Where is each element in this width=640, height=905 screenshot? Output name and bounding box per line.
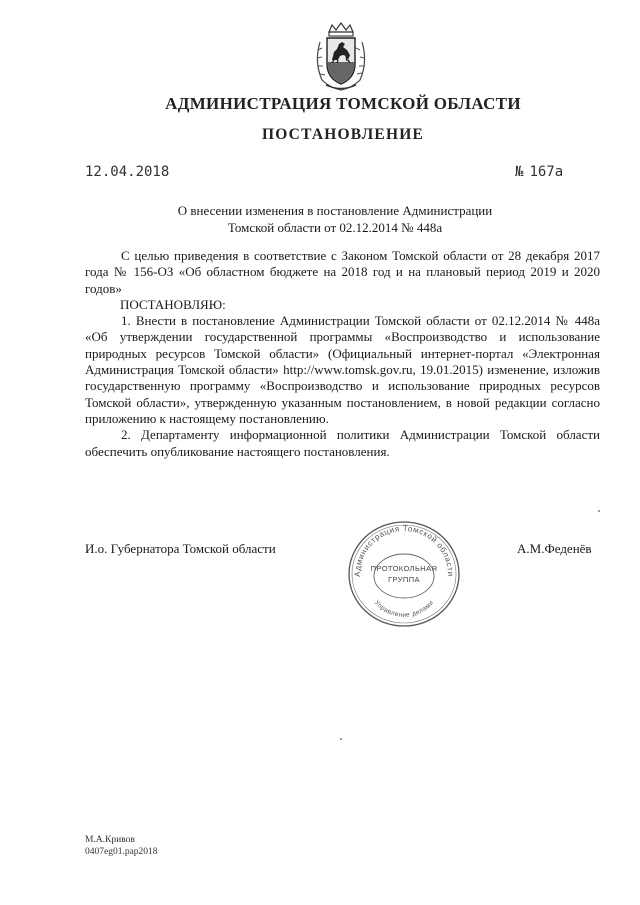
executor-file: 0407eg01.pap2018: [85, 847, 158, 857]
executor-block: [85, 834, 158, 858]
subject-line: Томской области от 02.12.2014 № 448а: [227, 220, 443, 235]
seal-ring-text: Администрация Томской области: [352, 523, 456, 577]
seal-center-line: ПРОТОКОЛЬНАЯ: [370, 564, 438, 573]
document-body: [85, 248, 600, 460]
resolve-paragraph: ПОСТАНОВЛЯЮ:: [120, 296, 226, 312]
subject-line: О внесении изменения в постановление Администрации: [177, 203, 493, 218]
number-sign: №: [515, 164, 524, 180]
coat-of-arms-icon: [312, 22, 370, 92]
organization-title: АДМИНИСТРАЦИЯ ТОМСКОЙ ОБЛАСТИ: [165, 94, 521, 113]
seal-center-text: [342, 563, 466, 585]
document-type: ПОСТАНОВЛЕНИЕ: [261, 126, 425, 143]
signer-name: А.М.Феденёв: [517, 541, 592, 556]
number-value: 167а: [529, 164, 564, 180]
executor-name: М.А.Кривов: [85, 835, 135, 845]
document-subject: [150, 202, 520, 236]
seal-bottom-text: Управление делами: [372, 599, 436, 619]
signer-title: И.о. Губернатора Томской области: [85, 541, 276, 556]
seal-center-line: ГРУППА: [388, 575, 420, 584]
scan-speck: [340, 738, 342, 740]
document-number: [515, 164, 563, 180]
document-date: 12.04.2018: [85, 164, 170, 180]
item-paragraph: 1. Внести в постановление Администрации Томской области от 02.12.2014 № 448а «Об утверждении государственной программы «Воспроизводство и использование природных ресурсов Томской области» (Официальный интернет-портал «Электронная Администрация Томской области» http://www.tomsk.gov.ru, 19.01.2015) изменение, изложив государственную программу «Воспроизводство и использование природных ресурсов Томской области», утвержденную указанным постановлением, в новой редакции согласно приложению к настоящему постановлению.: [85, 313, 600, 426]
preamble-paragraph: С целью приведения в соответствие с Законом Томской области от 28 декабря 2017 года № 156-ОЗ «Об областном бюджете на 2018 год и на плановый период 2019 и 2020 годов»: [85, 248, 600, 296]
svg-text:Управление делами: [373, 599, 435, 619]
scan-speck: [598, 510, 600, 512]
item-paragraph: 2. Департаменту информационной политики Администрации Томской области обеспечить опубликование настоящего постановления.: [85, 427, 600, 459]
